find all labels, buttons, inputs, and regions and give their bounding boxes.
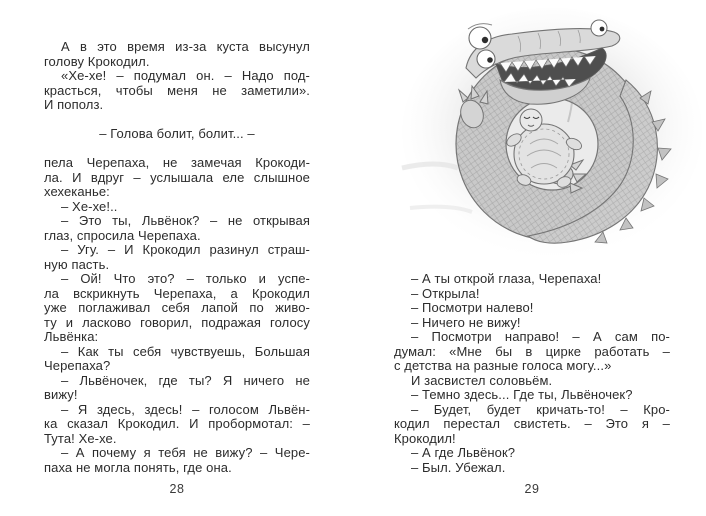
text-line: – Угу. – И Крокодил разинул страш- [61,242,310,257]
text-line: пела Черепаха, не замечая Крокоди- [44,155,310,170]
text-line: И пополз. [44,97,104,112]
right-page-text [394,272,670,475]
text-line: ную пасть. [44,256,110,272]
text-line: – Будет, будет кричать-то! – Кро- [411,401,670,417]
text-line: голову Крокодил. [44,53,150,69]
page-number-left: 28 [169,482,185,496]
text-line: Черепаха? [44,358,111,373]
text-line: – А ты открой глаза, Черепаха! [411,271,602,286]
text-line: кодил перестал свистеть. – Это я – [394,416,670,431]
text-line: И засвистел соловьём. [411,372,553,388]
page-number-right: 29 [524,482,540,496]
text-line: – Хе-хе!.. [61,198,118,214]
crocodile-illustration [400,2,704,260]
text-line: «Хе-хе! – подумал он. – Надо под- [61,68,310,83]
text-line: – Ничего не вижу! [411,314,521,330]
text-line: – Посмотри налево! [411,300,534,315]
turtle-head [520,109,542,131]
text-line: – Это ты, Львёнок? – не открывая [61,213,310,228]
left-page-text [44,40,310,475]
text-line: уже поглаживал себя лапой по живо- [44,300,310,315]
text-line: ка сказал Крокодил. И пробормотал: – [44,416,310,431]
text-line: ту и ласково говорил, подражая голосу [44,314,310,330]
crocodile-nostril [591,20,607,36]
text-line: – Голова болит, болит... – [99,126,255,141]
text-line: Львёнка: [44,329,99,344]
text-line: ла. И вдруг – услышала еле слышное [44,169,310,185]
text-line: – Ой! Что это? – только и успе- [61,271,310,286]
text-line: – Львёночек, где ты? Я ничего не [61,372,310,388]
text-line: – А почему я тебя не вижу? – Чере- [61,445,310,460]
text-line: паха не могла понять, где она. [44,459,232,475]
text-line: – Я здесь, здесь! – голосом Львён- [61,401,310,417]
text-line: ла вскрикнуть Черепаха, а Крокодил [44,285,310,301]
text-line: – Темно здесь... Где ты, Львёночек? [411,387,633,402]
text-line: хехеканье: [44,184,110,199]
text-line: Тута! Хе-хе. [44,430,117,446]
text-line: – Посмотри направо! – А сам по- [411,329,670,344]
text-line: А в это время из-за куста высунул [61,39,310,54]
text-line: с детства на разные голоса могу...» [394,358,612,373]
text-line: – Открыла! [411,285,480,301]
text-line: – А где Львёнок? [411,445,516,460]
text-line: – Как ты себя чувствуешь, Большая [61,343,310,359]
text-line: красться, чтобы меня не заметили». [44,82,310,98]
text-line: – Был. Убежал. [411,459,506,475]
text-line: Крокодил! [394,430,456,446]
text-line: думал: «Мне бы в цирке работать – [394,343,670,359]
text-line: вижу! [44,387,78,402]
text-line: глаз, спросила Черепаха. [44,227,201,243]
